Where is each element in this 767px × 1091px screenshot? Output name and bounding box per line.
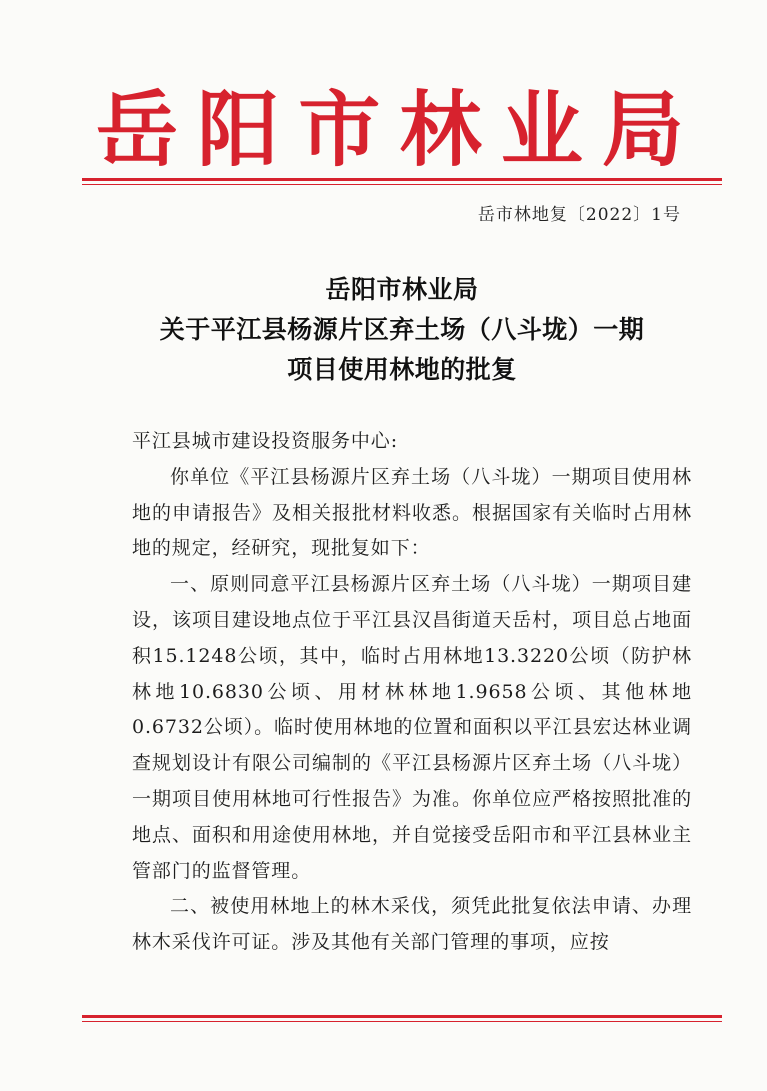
masthead-divider-thin	[82, 184, 722, 185]
masthead-char: 阳	[197, 82, 280, 178]
masthead-divider-thick	[82, 178, 722, 181]
footer-divider-thin	[82, 1021, 722, 1022]
masthead-char: 林	[399, 82, 482, 178]
document-body	[132, 424, 692, 961]
salutation: 平江县城市建设投资服务中心:	[132, 430, 399, 452]
agency-masthead	[90, 80, 690, 180]
masthead-char: 岳	[95, 82, 178, 178]
document-number: 岳市林地复〔2022〕1号	[477, 205, 681, 225]
document-title-line-1: 岳阳市林业局	[325, 275, 479, 304]
masthead-char: 市	[298, 82, 381, 178]
body-paragraph: 二、被使用林地上的林木采伐，须凭此批复依法申请、办理林木采伐许可证。涉及其他有关部门管理的事项，应按	[132, 895, 692, 954]
body-paragraph: 你单位《平江县杨源片区弃土场（八斗垅）一期项目使用林地的申请报告》及相关报批材料收悉。根据国家有关临时占用林地的规定，经研究，现批复如下：	[132, 465, 692, 560]
document-title-line-2: 关于平江县杨源片区弃土场（八斗垅）一期	[159, 315, 645, 344]
masthead-char: 局	[601, 82, 684, 178]
document-title-line-3: 项目使用林地的批复	[287, 355, 517, 384]
body-paragraph: 一、原则同意平江县杨源片区弃土场（八斗垅）一期项目建设，该项目建设地点位于平江县汉昌街道天岳村，项目总占地面积15.1248公顷，其中，临时占用林地13.3220公顷（防护林林地10.6830公顷、用材林林地1.9658公顷、其他林地0.6732公顷）。临时使用林地的位置和面积以平江县宏达林业调查规划设计有限公司编制的《平江县杨源片区弃土场（八斗垅）一期项目使用林地可行性报告》为准。你单位应严格按照批准的地点、面积和用途使用林地，并自觉接受岳阳市和平江县林业主管部门的监督管理。	[132, 573, 692, 882]
masthead-char: 业	[500, 82, 583, 178]
footer-divider-thick	[82, 1015, 722, 1018]
